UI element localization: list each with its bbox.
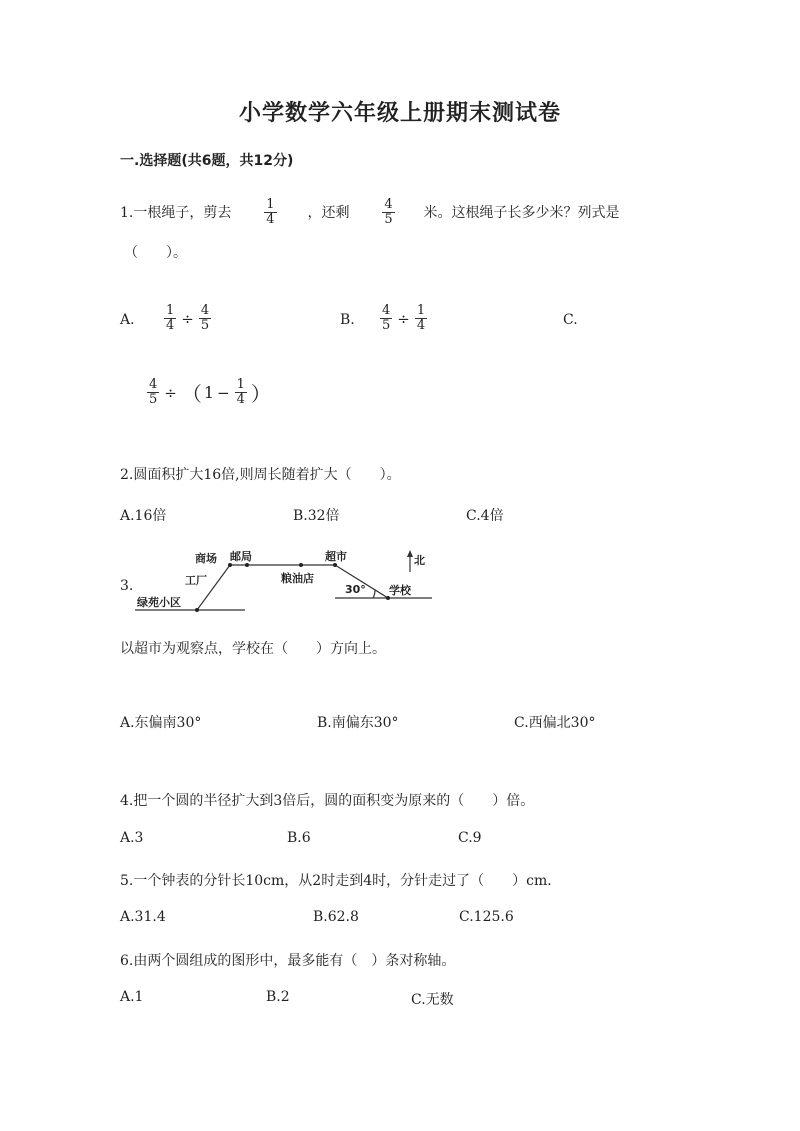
fraction-denominator: 4: [166, 318, 175, 334]
question-6-text: 6.由两个圆组成的图形中，最多能有（ ）条对称轴。: [120, 953, 456, 969]
right-paren: ）: [250, 382, 271, 407]
q3-option-c[interactable]: C.西偏北30°: [514, 715, 596, 731]
question-2-text: 2.圆面积扩大16倍,则周长随着扩大（ ）。: [120, 467, 401, 483]
map-label-lvyuan: 绿苑小区: [137, 596, 181, 609]
fraction: [415, 304, 427, 334]
q6-option-a[interactable]: A.1: [120, 989, 144, 1005]
fraction-numerator: 4: [382, 303, 391, 318]
q4-option-c[interactable]: C.9: [458, 830, 482, 846]
fraction-numerator: 4: [200, 303, 210, 318]
q6-option-b[interactable]: B.2: [266, 989, 290, 1005]
fraction: [380, 304, 392, 334]
q1-option-b-label[interactable]: B.: [340, 312, 355, 328]
left-paren: （: [181, 382, 202, 407]
question-3-text: 以超市为观察点，学校在（ ）方向上。: [120, 641, 386, 657]
divide-sign: ÷: [164, 383, 177, 402]
fraction: [199, 304, 211, 334]
question-3-number: 3.: [120, 578, 134, 594]
map-label-youju: 邮局: [230, 550, 252, 563]
q5-option-a[interactable]: A.31.4: [120, 909, 166, 925]
q1-fraction-cut: [264, 198, 276, 228]
question-1-line-1: [120, 198, 620, 228]
q3-option-a[interactable]: A.东偏南30°: [120, 715, 202, 731]
map-label-angle: 30°: [345, 583, 366, 596]
fraction-numerator: 1: [236, 377, 245, 392]
map-label-gongchang: 工厂: [185, 574, 207, 587]
map-label-shangchang: 商场: [195, 552, 217, 565]
q1-text-c: 米。这根绳子长多少米？列式是: [423, 204, 620, 221]
point-lvyuan: [195, 608, 199, 612]
fraction-numerator: 4: [149, 377, 158, 392]
fraction-numerator: 1: [266, 197, 275, 212]
q6-option-c[interactable]: C.无数: [411, 992, 454, 1008]
q5-option-c[interactable]: C.125.6: [459, 909, 514, 925]
page-title: 小学数学六年级上册期末测试卷: [238, 101, 561, 126]
fraction-denominator: 5: [382, 318, 391, 334]
map-label-liangyoudian: 粮油店: [281, 572, 314, 585]
point-liangyoudian: [299, 563, 303, 567]
fraction: [235, 378, 247, 408]
divide-sign: ÷: [181, 309, 194, 328]
q3-option-b[interactable]: B.南偏东30°: [317, 715, 399, 731]
q4-option-b[interactable]: B.6: [287, 830, 311, 846]
q1-fraction-remaining: [382, 198, 394, 228]
q4-option-a[interactable]: A.3: [120, 830, 144, 846]
number-one: 1: [203, 383, 215, 403]
q5-option-b[interactable]: B.62.8: [313, 909, 359, 925]
q1-option-a-expression[interactable]: [162, 304, 213, 334]
q1-option-b-expression[interactable]: [378, 304, 429, 334]
fraction-denominator: 4: [266, 212, 275, 228]
question-4-text: 4.把一个圆的半径扩大到3倍后，圆的面积变为原来的（ ）倍。: [120, 793, 535, 809]
fraction-denominator: 5: [149, 392, 158, 408]
question-1-line-2: （ ）。: [124, 245, 187, 261]
q2-option-c[interactable]: C.4倍: [466, 508, 504, 524]
fraction: [147, 378, 159, 408]
q2-option-b[interactable]: B.32倍: [293, 508, 340, 524]
map-label-xuexiao: 学校: [389, 584, 411, 597]
route-map-diagram: [135, 540, 435, 620]
fraction: [164, 304, 176, 334]
fraction-numerator: 1: [416, 303, 426, 318]
north-arrow-head: [407, 550, 413, 557]
section-header: 一.选择题(共6题，共12分): [120, 153, 294, 169]
question-5-text: 5.一个钟表的分针长10cm，从2时走到4时，分针走过了（ ）cm.: [120, 873, 552, 889]
fraction-numerator: 1: [166, 303, 175, 318]
minus-sign: −: [217, 383, 230, 402]
fraction-denominator: 5: [384, 212, 393, 228]
fraction-numerator: 4: [384, 197, 393, 212]
q1-text-b: ，还剩: [307, 204, 350, 221]
fraction-denominator: 5: [200, 318, 210, 334]
q2-option-a[interactable]: A.16倍: [120, 508, 167, 524]
map-label-chaoshi: 超市: [325, 550, 347, 563]
divide-sign: ÷: [397, 309, 410, 328]
angle-arc: [373, 590, 375, 598]
q1-option-c-label[interactable]: C.: [563, 312, 578, 328]
fraction-denominator: 4: [416, 318, 426, 334]
q1-text-a: 1.一根绳子，剪去: [120, 204, 232, 221]
map-label-bei: 北: [414, 554, 425, 567]
q1-option-a-label[interactable]: A.: [120, 312, 135, 328]
q1-option-c-expression[interactable]: [145, 378, 273, 408]
fraction-denominator: 4: [236, 392, 245, 408]
